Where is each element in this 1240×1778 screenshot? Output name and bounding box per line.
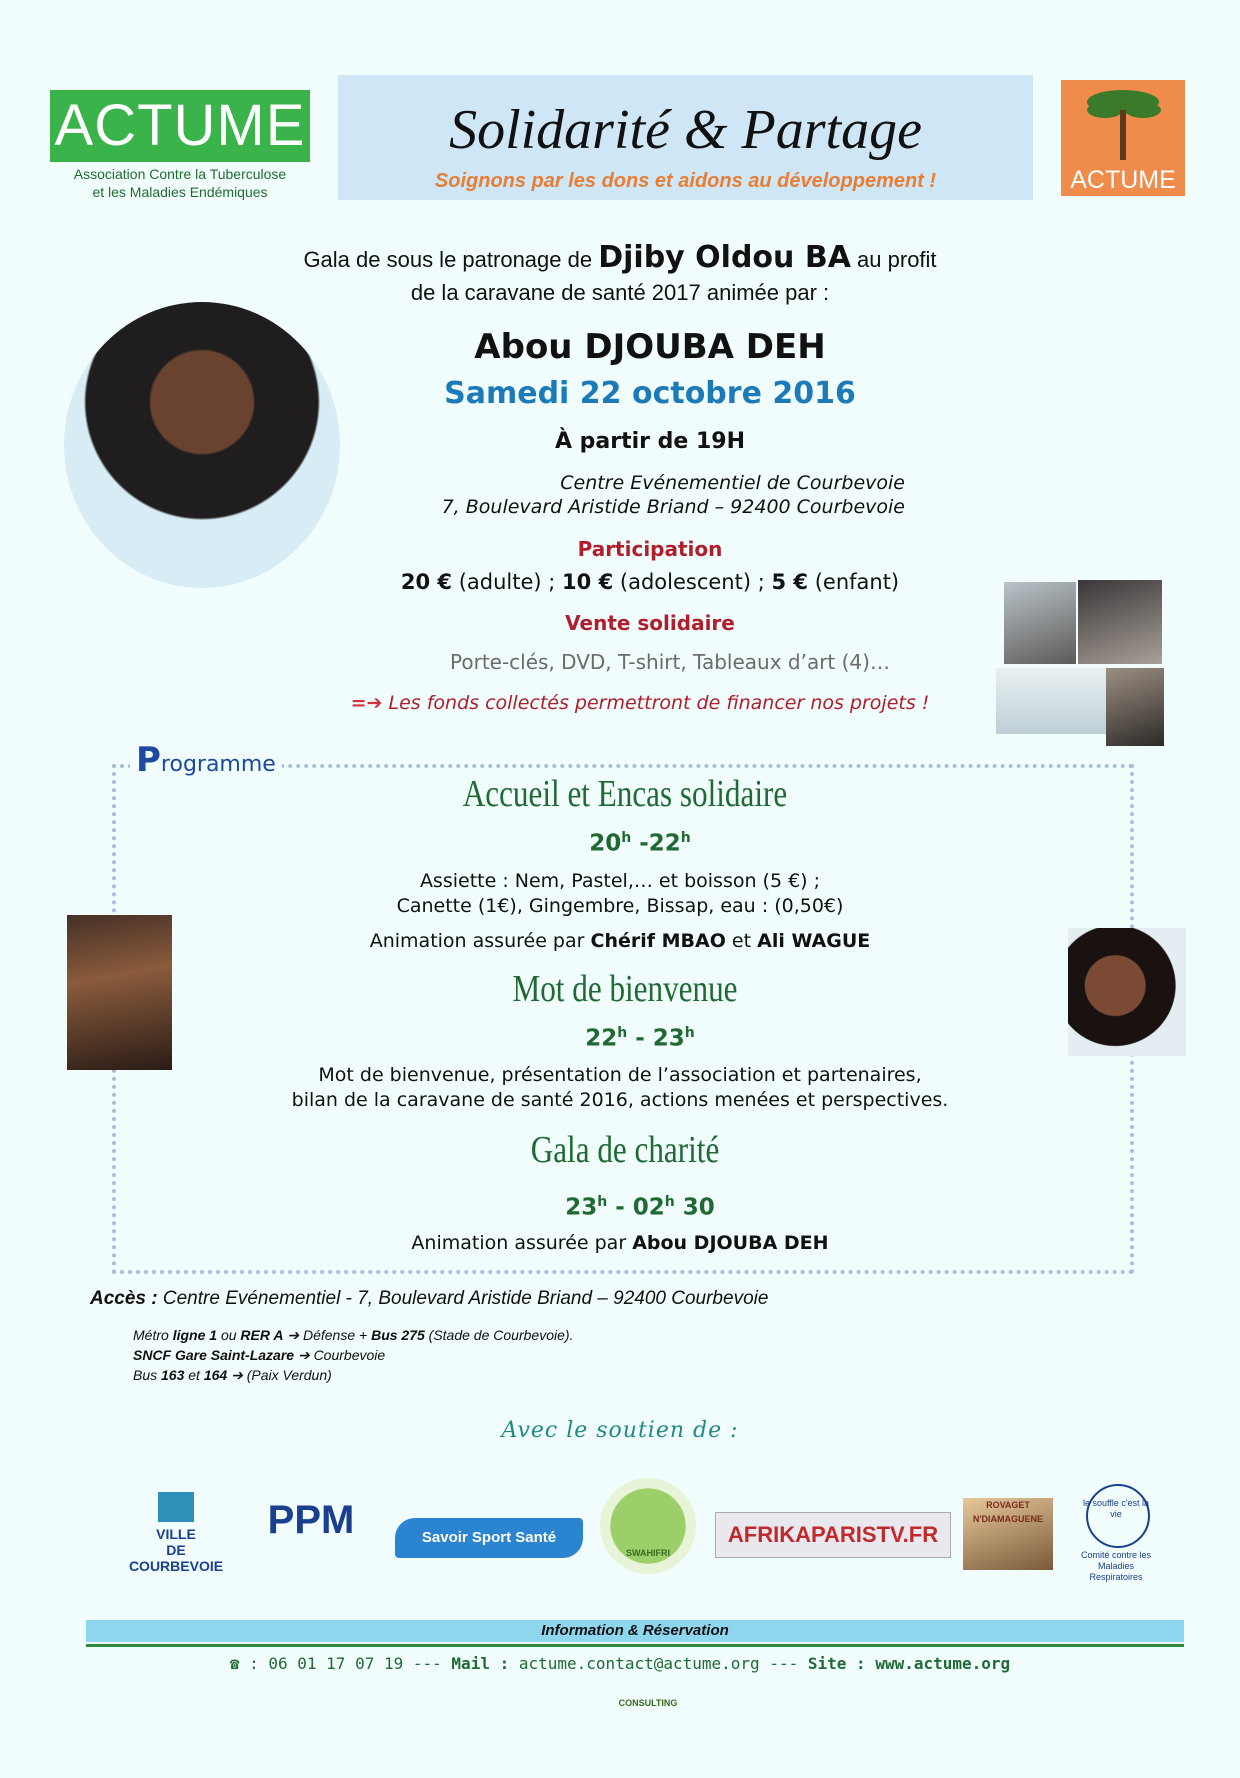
time-sup: h [664, 1194, 675, 1210]
logo-subtitle-line-1: Association Contre la Tuberculose [73, 166, 287, 182]
sponsor-logo-courbevoie [118, 1492, 234, 1574]
section-title-gala: Gala de charité [530, 1129, 720, 1171]
actume-logo-left: ACTUME [50, 90, 310, 162]
contact-line [150, 1654, 1090, 1673]
programme-label [130, 740, 282, 780]
sncf-direction: ➔ Courbevoie [297, 1347, 386, 1363]
programme-initial: P [136, 740, 161, 780]
section-title-welcome: Accueil et Encas solidaire [462, 773, 788, 815]
menu-line-1: Assiette : Nem, Pastel,… et boisson (5 €) ; [419, 870, 821, 892]
actume-logo-subtitle [40, 165, 320, 201]
bus-line-2: 164 [203, 1367, 228, 1383]
sale-items: Porte-clés, DVD, T-shirt, Tableaux d’art (4)… [450, 650, 890, 674]
access-address [90, 1288, 1090, 1310]
artwork-thumbnail-1 [1004, 582, 1076, 664]
menu-line-2: Canette (1€), Gingembre, Bissap, eau : (0,50€) [396, 895, 844, 917]
section-time-speech [340, 1025, 940, 1052]
event-date: Samedi 22 octobre 2016 [444, 376, 856, 411]
time-sep: - [607, 1194, 633, 1221]
animation-line-gala [170, 1232, 1070, 1254]
footer-divider [86, 1644, 1184, 1647]
time-sup: h [684, 1025, 695, 1041]
access-address-text: Centre Evénementiel - 7, Boulevard Aristide Briand – 92400 Courbevoie [162, 1288, 769, 1309]
price-teen: 10 € [562, 570, 614, 594]
actume-logo-right-text: ACTUME [1070, 166, 1176, 194]
access-bus [133, 1367, 833, 1384]
price-teen-label: (adolescent) [619, 570, 752, 594]
section-title-speech: Mot de bienvenue [512, 968, 738, 1010]
metro-or: ou [220, 1327, 237, 1343]
bus-and: et [188, 1367, 200, 1383]
courbevoie-emblem-icon [158, 1492, 194, 1522]
time-end-min: 30 [674, 1194, 715, 1221]
sponsor-logo-swahifri: SWAHIFRI CONSULTING [600, 1478, 696, 1574]
sponsor-logo-savoir-sport-sante: Savoir Sport Santé [395, 1518, 583, 1558]
metro-bus: Bus 275 [371, 1327, 425, 1343]
access-label: Accès : [90, 1288, 158, 1309]
courbevoie-text-2: DE [166, 1542, 186, 1558]
sponsor-logo-afrikaparistv: AFRIKAPARISTV.FR [715, 1512, 951, 1558]
time-sep: - [627, 1025, 653, 1052]
bus-text: Bus [133, 1367, 158, 1383]
price-child: 5 € [771, 570, 809, 594]
souffle-text-2: Comité contre les Maladies Respiratoires [1080, 1550, 1152, 1582]
artist-name-gala: Abou DJOUBA DEH [632, 1232, 829, 1254]
intro-line-1 [150, 240, 1090, 275]
metro-line: ligne 1 [172, 1327, 218, 1343]
performer-name: Abou DJOUBA DEH [474, 327, 826, 367]
page-title: Solidarité & Partage [449, 99, 922, 161]
time-end: 22 [648, 830, 681, 857]
separator: --- [769, 1654, 799, 1673]
mail-link[interactable]: actume.contact@actume.org [518, 1654, 760, 1673]
speech-line-1: Mot de bienvenue, présentation de l’association et partenaires, [318, 1064, 922, 1086]
section-time-welcome [340, 830, 940, 857]
funds-note [300, 692, 980, 714]
time-sep: - [631, 830, 649, 857]
sponsor-logo-ppm: PPM [267, 1498, 355, 1542]
access-sncf [133, 1347, 833, 1364]
patron-name: Djiby Oldou BA [598, 240, 851, 275]
time-end: 23 [652, 1025, 685, 1052]
time-sup: h [621, 830, 632, 846]
bus-stop: ➔ (Paix Verdun) [231, 1367, 332, 1383]
courbevoie-text-3: COURBEVOIE [128, 1558, 224, 1574]
bus-line-1: 163 [161, 1367, 185, 1383]
access-metro [133, 1327, 833, 1344]
time-start: 20 [589, 830, 622, 857]
price-adult-label: (adulte) [458, 570, 542, 594]
venue-name: Centre Evénementiel de Courbevoie [560, 472, 905, 494]
intro-text-a: Gala de sous le patronage de [303, 247, 593, 272]
event-time: À partir de 19H [554, 429, 746, 454]
souffle-text-1: le souffle c'est la vie [1082, 1498, 1150, 1519]
logo-subtitle-line-2: et les Maladies Endémiques [92, 184, 268, 200]
sponsor-logo-rovaget: ROVAGET N'DIAMAGUENE [963, 1498, 1053, 1570]
sale-heading: Vente solidaire [565, 611, 735, 635]
speech-line-2: bilan de la caravane de santé 2016, actions menées et perspectives. [291, 1089, 949, 1111]
price-list: 20 € (adulte) ; 10 € (adolescent) ; 5 € (enfant) [400, 570, 900, 594]
phone-icon: ☎ [229, 1654, 240, 1673]
time-start: 22 [585, 1025, 618, 1052]
time-sup: h [680, 830, 691, 846]
mail-label: Mail : [451, 1654, 510, 1673]
guitarist-photo [67, 915, 172, 1070]
metro-direction: ➔ Défense + [287, 1327, 368, 1343]
intro-text-b: au profit [857, 247, 937, 272]
sponsor-logo-le-souffle [1080, 1484, 1152, 1582]
metro-stop: (Stade de Courbevoie). [428, 1327, 574, 1343]
animation-and: et [731, 930, 752, 952]
time-end: 02 [632, 1194, 665, 1221]
price-child-label: (enfant) [814, 570, 900, 594]
tshirt-thumbnail [996, 668, 1106, 734]
page-subtitle: Soignons par les dons et aidons au développement ! [434, 170, 937, 192]
venue-address: 7, Boulevard Aristide Briand – 92400 Courbevoie [441, 496, 905, 518]
animation-line-welcome [170, 930, 1070, 952]
arrow-icon: =➔ [350, 692, 383, 714]
info-reservation-bar: Information & Réservation [86, 1620, 1184, 1642]
time-sup: h [597, 1194, 608, 1210]
artist-name-2: Ali WAGUE [757, 930, 871, 952]
time-sup: h [617, 1025, 628, 1041]
intro-line-2: de la caravane de santé 2017 animée par : [410, 280, 830, 305]
sponsors-heading: Avec le soutien de : [501, 1418, 739, 1443]
time-start: 23 [565, 1194, 598, 1221]
separator: --- [412, 1654, 442, 1673]
performer-photo [64, 302, 340, 588]
tree-icon [1061, 80, 1185, 170]
courbevoie-text-1: VILLE [156, 1526, 196, 1542]
programme-label-rest: rogramme [160, 752, 276, 777]
sncf-station: SNCF Gare Saint-Lazare [133, 1347, 295, 1363]
artist-name-1: Chérif MBAO [590, 930, 726, 952]
metro-rer: RER A [240, 1327, 284, 1343]
animation-text: Animation assurée par [369, 930, 585, 952]
phone-number: : 06 01 17 07 19 [249, 1654, 404, 1673]
participation-heading: Participation [577, 537, 723, 561]
animation-text: Animation assurée par [411, 1232, 627, 1254]
metro-text: Métro [133, 1327, 169, 1343]
price-adult: 20 € [400, 570, 453, 594]
funds-text: Les fonds collectés permettront de financer nos projets ! [388, 692, 930, 714]
flutist-photo [1068, 928, 1186, 1056]
site-label: Site : [807, 1654, 866, 1673]
artwork-thumbnail-3 [1106, 668, 1164, 746]
site-link[interactable]: www.actume.org [875, 1654, 1011, 1673]
section-time-gala [340, 1194, 940, 1221]
artwork-thumbnail-2 [1078, 580, 1162, 664]
